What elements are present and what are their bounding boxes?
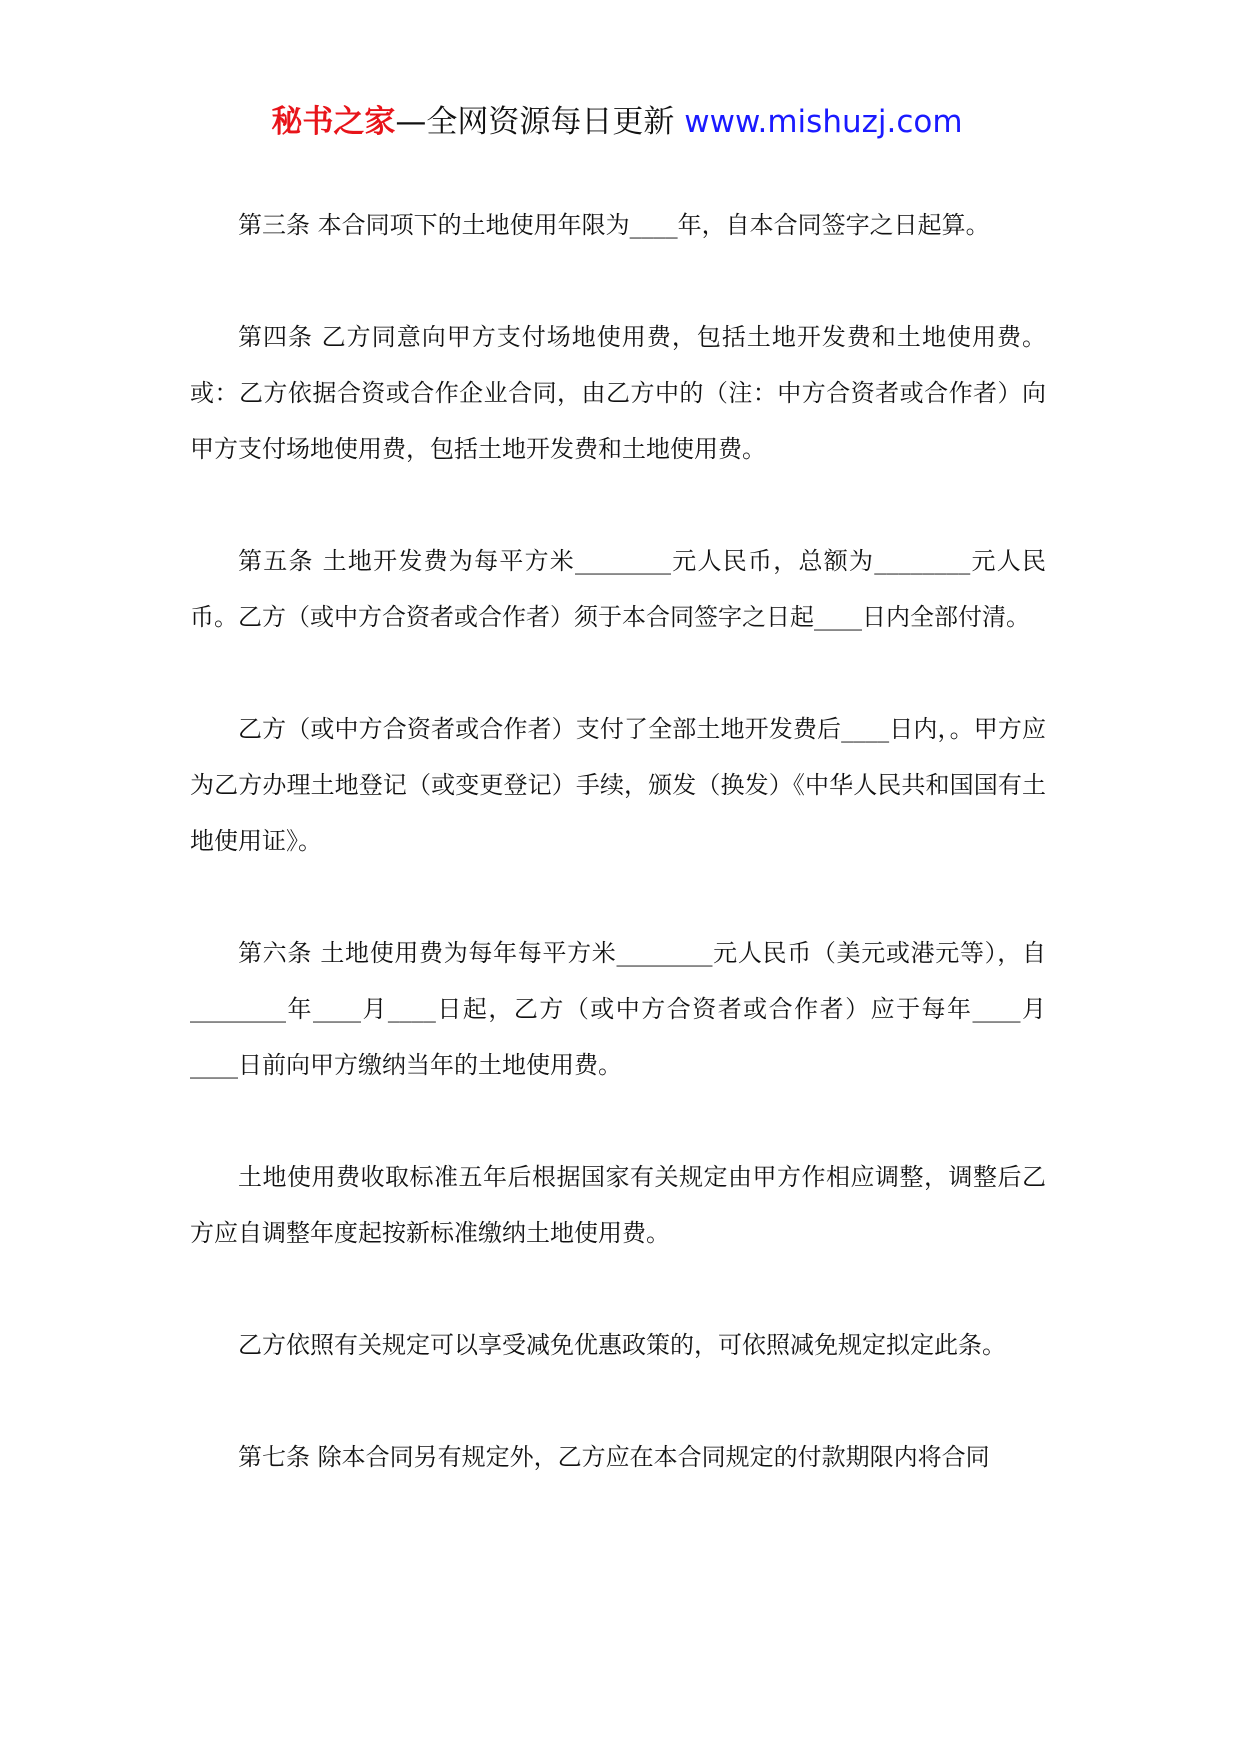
paragraph-registration: 乙方（或中方合资者或合作者）支付了全部土地开发费后____日内，。甲方应为乙方办理土地登记（或变更登记）手续，颁发（换发）《中华人民共和国国有土地使用证》。 xyxy=(190,715,1046,855)
header-slogan: —全网资源每日更新 xyxy=(395,104,675,140)
paragraph-fee-adjustment: 土地使用费收取标准五年后根据国家有关规定由甲方作相应调整，调整后乙方应自调整年度起按新标准缴纳土地使用费。 xyxy=(190,1163,1046,1247)
paragraph-reduction: 乙方依照有关规定可以享受减免优惠政策的，可依照减免规定拟定此条。 xyxy=(238,1331,1006,1359)
paragraph-article-4: 第四条 乙方同意向甲方支付场地使用费，包括土地开发费和土地使用费。或：乙方依据合资或合作企业合同，由乙方中的（注：中方合资者或合作者）向甲方支付场地使用费，包括土地开发费和土地使用费。 xyxy=(190,323,1046,463)
paragraph-article-3: 第三条 本合同项下的土地使用年限为____年，自本合同签字之日起算。 xyxy=(238,211,990,239)
header-brand: 秘书之家 xyxy=(271,104,396,140)
contract-body xyxy=(190,197,1046,1485)
header-url[interactable]: www.mishuzj.com xyxy=(684,104,963,140)
page-header xyxy=(0,100,1234,144)
paragraph-article-6: 第六条 土地使用费为每年每平方米________元人民币（美元或港元等），自________年____月____日起，乙方（或中方合资者或合作者）应于每年____月____日前向甲方缴纳当年的土地使用费。 xyxy=(190,939,1046,1079)
paragraph-article-5: 第五条 土地开发费为每平方米________元人民币，总额为________元人民币。乙方（或中方合资者或合作者）须于本合同签字之日起____日内全部付清。 xyxy=(190,547,1046,631)
paragraph-article-7: 第七条 除本合同另有规定外，乙方应在本合同规定的付款期限内将合同 xyxy=(238,1443,990,1471)
